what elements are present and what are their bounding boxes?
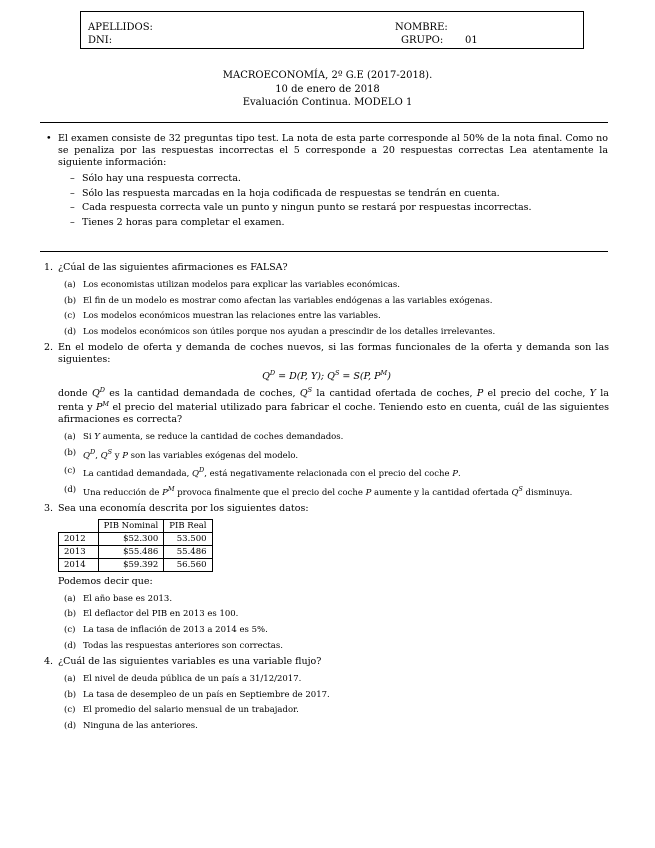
answer-options [44,674,609,732]
answer-option[interactable]: (d) Ninguna de las anteriores. [64,721,198,732]
question-number: 3. [44,503,54,515]
dni-label: DNI: [88,35,113,46]
divider-top [40,122,608,123]
question-4 [44,656,609,731]
question-stem-2: donde $Q^D$ es la cantidad demandada de coches, $Q^S$ la cantidad ofertada de coches, P el precio del coche, Y la renta y $P^M$ el precio del material utilizado para fabricar el coche. Teniendo esto en cuenta, cuál de las siguientes afirmaciones es correcta? [58,386,610,426]
student-info-box [80,11,584,49]
question-number: 1. [44,262,54,273]
question-number: 4. [44,656,54,668]
answer-option[interactable]: (d) Los modelos económicos son útiles porque nos ayudan a prescindir de los detalles irrelevantes. [64,326,496,337]
instructions [46,133,608,232]
exam-subtitle: Evaluación Continua. MODELO 1 [242,97,413,108]
question-2 [44,342,609,498]
answer-option[interactable]: (b) El deflactor del PIB en 2013 es 100. [64,609,239,620]
divider-bottom [40,251,608,252]
answer-option[interactable]: (c) La tasa de inflación de 2013 a 2014 es 5%. [64,625,268,636]
answer-option[interactable]: (a) El año base es 2013. [64,593,173,604]
answer-options [44,594,609,652]
supply-demand-formula [44,369,609,383]
question-1 [44,262,609,337]
question-stem: ¿Cuál de las siguientes variables es una variable flujo? [58,656,322,668]
table-header: PIB Nominal [98,519,164,532]
exam-date: 10 de enero de 2018 [275,84,380,95]
apellidos-label: APELLIDOS: [88,22,153,33]
answer-option[interactable]: (c) Los modelos económicos muestran las relaciones entre las variables. [64,311,381,322]
instructions-item: – Sólo hay una respuesta correcta. [70,173,608,185]
instructions-list [46,173,608,230]
nombre-label: NOMBRE: [395,22,448,33]
instructions-item: – Cada respuesta correcta vale un punto y ningun punto se restará por respuestas incorrectas. [70,202,608,214]
answer-options [44,280,609,338]
table-row: 2014 $59.392 56.560 [59,558,213,571]
answer-option[interactable]: (b) La tasa de desempleo de un país en Septiembre de 2017. [64,689,330,700]
question-stem: Sea una economía descrita por los siguientes datos: [58,503,309,515]
table-row: 2012 $52.300 53.500 [59,532,213,545]
table-row: 2013 $55.486 55.486 [59,545,213,558]
answer-option[interactable]: (b) El fin de un modelo es mostrar como afectan las variables endógenas a las variables exógenas. [64,295,493,306]
table-header-row [59,519,213,532]
question-stem: En el modelo de oferta y demanda de coches nuevos, si las formas funcionales de la oferta y demanda son las siguientes: [58,342,609,366]
instructions-item: – Sólo las respuesta marcadas en la hoja codificada de respuestas se tendrán en cuenta. [70,188,608,200]
table-followup: Podemos decir que: [58,575,153,587]
answer-option[interactable]: (a) Los economistas utilizan modelos para explicar las variables económicas. [64,279,400,290]
exam-title: MACROECONOMÍA, 2º G.E (2017-2018). [222,70,433,81]
grupo-value: 01 [465,35,478,46]
table-header: PIB Real [164,519,212,532]
question-list [44,262,609,737]
formula-text: $Q^D = D(P$, Y); $Q^S = S(P$, $P^M$) [262,369,391,383]
answer-options [44,432,609,498]
question-stem: ¿Cúal de las siguientes afirmaciones es FALSA? [58,262,288,273]
answer-option[interactable]: (c) El promedio del salario mensual de un trabajador. [64,705,299,716]
answer-option[interactable]: (c) La cantidad demandada, $Q^D$, está negativamente relacionada con el precio del coche P. [64,466,461,479]
question-stem-continued [44,386,609,426]
answer-option[interactable]: (a) Si Y aumenta, se reduce la cantidad de coches demandados. [64,432,344,443]
question-number: 2. [44,342,54,354]
answer-option[interactable]: (d) Una reducción de $P^M$ provoca finalmente que el precio del coche P aumente y la cantidad ofertada $Q^S$ disminuya. [64,484,573,498]
answer-option[interactable]: (b) $Q^D$, $Q^S$ y P son las variables exógenas del modelo. [64,447,299,461]
question-3 [44,503,609,651]
instructions-item: – Tienes 2 horas para completar el examen. [70,217,608,229]
grupo-label: GRUPO: [401,35,444,46]
instructions-text: • El examen consiste de 32 preguntas tipo test. La nota de esta parte corresponde al 50% de la nota final. Como no se penaliza por las respuestas incorrectas el 5 corresponde a 20 respuestas correctas Lea atentamente la siguiente información: [46,133,608,169]
answer-option[interactable]: (a) El nivel de deuda pública de un país a 31/12/2017. [64,674,302,685]
gdp-table [58,519,213,572]
answer-option[interactable]: (d) Todas las respuestas anteriores son correctas. [64,640,283,651]
